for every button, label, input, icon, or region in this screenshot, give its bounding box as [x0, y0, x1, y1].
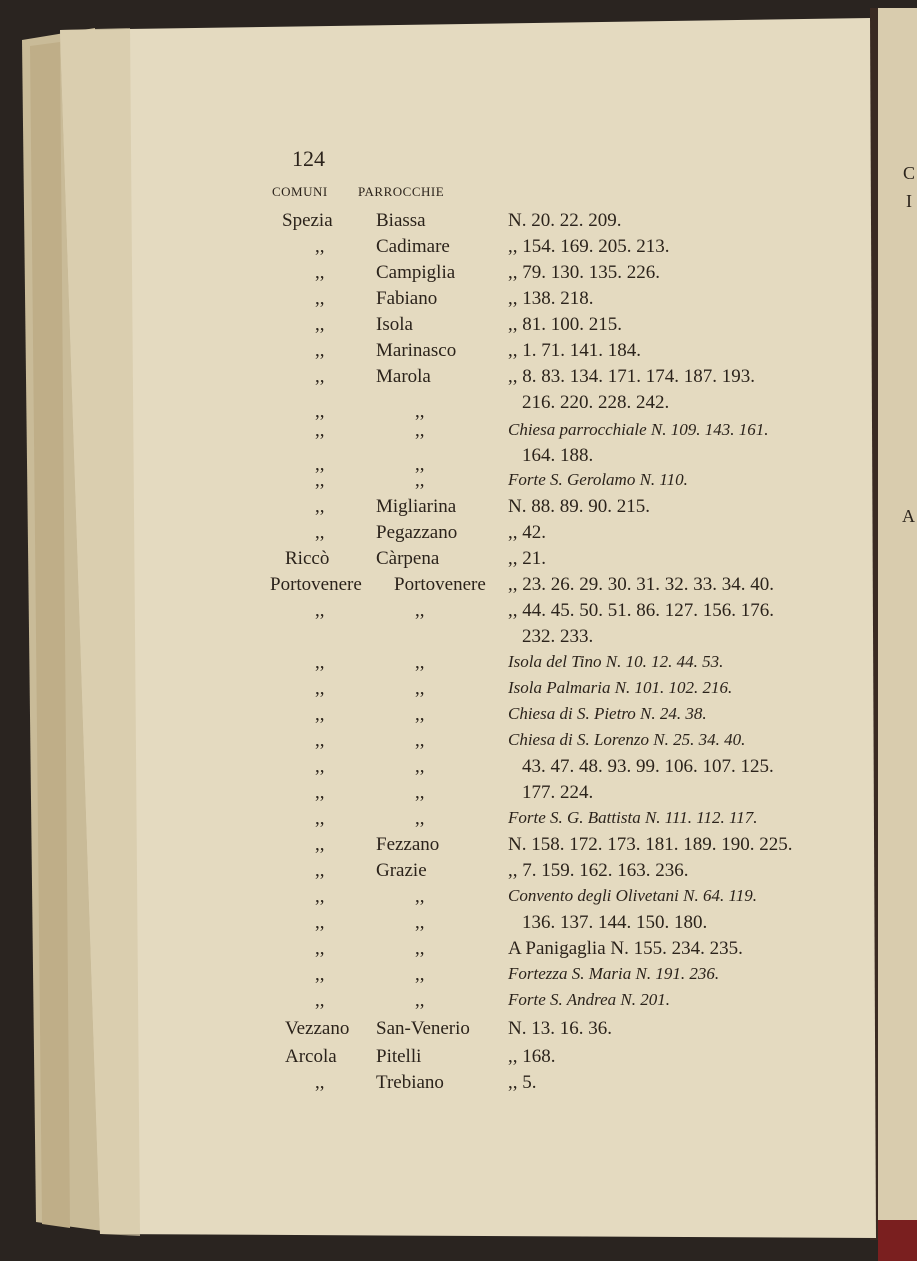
comune-cell: ,,	[315, 366, 325, 387]
parrocchia-cell: ,,	[415, 782, 425, 803]
parrocchia-cell: Biassa	[376, 210, 426, 231]
comune-cell: ,,	[315, 886, 325, 907]
reference-cell: Forte S. G. Battista N. 111. 112. 117.	[508, 808, 758, 827]
comune-cell: ,,	[315, 470, 325, 491]
facing-page-fragment: C	[903, 163, 916, 183]
reference-cell: ,, 5.	[508, 1072, 537, 1093]
reference-cell: ,, 23. 26. 29. 30. 31. 32. 33. 34. 40.	[508, 574, 774, 595]
reference-cell: ,, 168.	[508, 1046, 556, 1067]
comune-cell: ,,	[315, 454, 325, 475]
parrocchia-cell: ,,	[415, 990, 425, 1011]
reference-cell: 216. 220. 228. 242.	[522, 392, 670, 413]
parrocchia-cell: ,,	[415, 808, 425, 829]
comune-cell: Vezzano	[285, 1018, 350, 1039]
reference-cell: N. 13. 16. 36.	[508, 1018, 612, 1039]
parrocchia-cell: Trebiano	[376, 1072, 444, 1093]
parrocchia-cell: Fabiano	[376, 288, 438, 309]
parrocchia-cell: ,,	[415, 912, 425, 933]
comune-cell: ,,	[315, 600, 325, 621]
reference-cell: Isola del Tino N. 10. 12. 44. 53.	[508, 652, 724, 671]
parrocchia-cell: ,,	[415, 756, 425, 777]
comune-cell: ,,	[315, 860, 325, 881]
comune-cell: ,,	[315, 522, 325, 543]
reference-cell: Chiesa di S. Lorenzo N. 25. 34. 40.	[508, 730, 746, 749]
parrocchia-cell: ,,	[415, 470, 425, 491]
parrocchia-cell: Fezzano	[376, 834, 440, 855]
page-number: 124	[292, 146, 325, 171]
facing-page-fragment: A	[902, 506, 915, 526]
comune-cell: ,,	[315, 730, 325, 751]
parrocchia-cell: Cadimare	[376, 236, 450, 257]
parrocchia-cell: ,,	[415, 600, 425, 621]
reference-cell: ,, 138. 218.	[508, 288, 594, 309]
reference-cell: Convento degli Olivetani N. 64. 119.	[508, 886, 757, 905]
parrocchia-cell: Pitelli	[376, 1046, 422, 1067]
comune-cell: ,,	[315, 964, 325, 985]
reference-cell: N. 158. 172. 173. 181. 189. 190. 225.	[508, 834, 793, 855]
comune-cell: Arcola	[285, 1046, 337, 1067]
reference-cell: 177. 224.	[522, 782, 594, 803]
reference-cell: Forte S. Gerolamo N. 110.	[508, 470, 688, 489]
reference-cell: ,, 42.	[508, 522, 546, 543]
comune-cell: Riccò	[285, 548, 330, 569]
reference-cell: ,, 79. 130. 135. 226.	[508, 262, 660, 283]
comune-cell: ,,	[315, 652, 325, 673]
comune-cell: ,,	[315, 314, 325, 335]
comune-cell: ,,	[315, 938, 325, 959]
reference-cell: 43. 47. 48. 93. 99. 106. 107. 125.	[522, 756, 774, 777]
reference-cell: Chiesa parrocchiale N. 109. 143. 161.	[508, 420, 769, 439]
facing-page-fragment: I	[906, 191, 912, 211]
reference-cell: Forte S. Andrea N. 201.	[508, 990, 670, 1009]
reference-cell: Fortezza S. Maria N. 191. 236.	[508, 964, 720, 983]
parrocchia-cell: Grazie	[376, 860, 427, 881]
parrocchia-cell: ,,	[415, 730, 425, 751]
parrocchia-cell: Càrpena	[376, 548, 440, 569]
reference-cell: A Panigaglia N. 155. 234. 235.	[508, 938, 743, 959]
comune-cell: Portovenere	[270, 574, 362, 595]
parrocchia-cell: ,,	[415, 886, 425, 907]
comune-cell: ,,	[315, 782, 325, 803]
comune-cell: ,,	[315, 678, 325, 699]
parrocchia-cell: Campiglia	[376, 262, 456, 283]
comune-cell: ,,	[315, 340, 325, 361]
reference-cell: ,, 21.	[508, 548, 546, 569]
comune-cell: ,,	[315, 288, 325, 309]
reference-cell: 232. 233.	[522, 626, 594, 647]
comune-cell: Spezia	[282, 210, 333, 231]
reference-cell: 136. 137. 144. 150. 180.	[522, 912, 708, 933]
reference-cell: N. 88. 89. 90. 215.	[508, 496, 650, 517]
parrocchia-cell: ,,	[415, 420, 425, 441]
comune-cell: ,,	[315, 496, 325, 517]
comune-cell: ,,	[315, 990, 325, 1011]
reference-cell: Isola Palmaria N. 101. 102. 216.	[508, 678, 733, 697]
comune-cell: ,,	[315, 1072, 325, 1093]
parrocchia-cell: ,,	[415, 401, 425, 422]
parrocchia-cell: ,,	[415, 938, 425, 959]
parrocchia-cell: Pegazzano	[376, 522, 458, 543]
reference-cell: Chiesa di S. Pietro N. 24. 38.	[508, 704, 707, 723]
parrocchia-cell: Marinasco	[376, 340, 457, 361]
parrocchia-cell: Isola	[376, 314, 413, 335]
comune-cell: ,,	[315, 808, 325, 829]
column-header-parrocchie: PARROCCHIE	[358, 184, 445, 199]
reference-cell: ,, 81. 100. 215.	[508, 314, 622, 335]
column-header-comuni: COMUNI	[272, 184, 328, 199]
comune-cell: ,,	[315, 704, 325, 725]
comune-cell: ,,	[315, 262, 325, 283]
parrocchia-cell: Marola	[376, 366, 431, 387]
comune-cell: ,,	[315, 756, 325, 777]
comune-cell: ,,	[315, 236, 325, 257]
comune-cell: ,,	[315, 420, 325, 441]
parrocchia-cell: San-Venerio	[376, 1018, 470, 1039]
comune-cell: ,,	[315, 834, 325, 855]
parrocchia-cell: Migliarina	[376, 496, 457, 517]
reference-cell: ,, 7. 159. 162. 163. 236.	[508, 860, 689, 881]
reference-cell: ,, 1. 71. 141. 184.	[508, 340, 641, 361]
comune-cell: ,,	[315, 401, 325, 422]
reference-cell: ,, 44. 45. 50. 51. 86. 127. 156. 176.	[508, 600, 774, 621]
comune-cell: ,,	[315, 912, 325, 933]
reference-cell: N. 20. 22. 209.	[508, 210, 622, 231]
parrocchia-cell: ,,	[415, 678, 425, 699]
reference-cell: ,, 154. 169. 205. 213.	[508, 236, 670, 257]
reference-cell: ,, 8. 83. 134. 171. 174. 187. 193.	[508, 366, 755, 387]
parrocchia-cell: ,,	[415, 652, 425, 673]
parrocchia-cell: ,,	[415, 964, 425, 985]
parrocchia-cell: ,,	[415, 704, 425, 725]
parrocchia-cell: Portovenere	[394, 574, 486, 595]
reference-cell: 164. 188.	[522, 445, 594, 466]
parrocchia-cell: ,,	[415, 454, 425, 475]
